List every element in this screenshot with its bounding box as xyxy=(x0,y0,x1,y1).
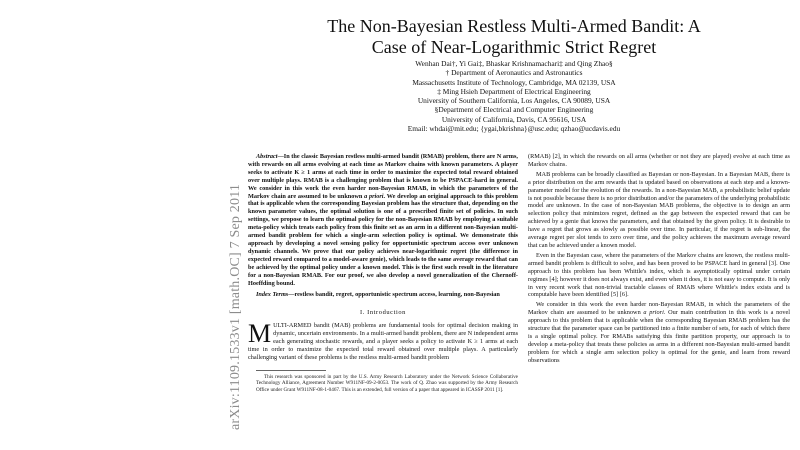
affiliation-ucd-dept: §Department of Electrical and Computer Engineering xyxy=(434,105,594,115)
paper-page xyxy=(228,0,800,450)
abstract xyxy=(248,153,518,287)
index-terms xyxy=(248,291,518,299)
title-line-1: The Non-Bayesian Restless Multi-Armed Bandit: A xyxy=(327,16,701,36)
title-line-2: Case of Near-Logarithmic Strict Regret xyxy=(371,37,657,57)
affiliation-usc: University of Southern California, Los Angeles, CA 90089, USA xyxy=(417,96,611,106)
affiliation-mit-dept: † Department of Aeronautics and Astronautics xyxy=(445,68,583,78)
footnote-divider xyxy=(256,370,326,371)
right-column xyxy=(528,153,790,367)
right-paragraph-4-a: We consider in this work the even harder non-Bayesian RMAB, in which the parameters of the Markov chain are assumed to be unknown xyxy=(528,301,790,317)
affiliation-ucd: University of California, Davis, CA 95616, USA xyxy=(441,114,587,124)
left-column xyxy=(248,153,518,394)
abstract-text-a: —In the classic Bayesian restless multi-armed bandit (RMAB) problem, there are N arms, with rewards on all arms evolving at each time as Markov chains with known parameters. A player seeks to activate K ≥ 1 arms at each time in order to maximize the expected total reward obtained over multiple plays. RMAB is a challenging problem that is known to be PSPACE-hard in general. We consider in this work the even harder non-Bayesian RMAB, in which the parameters of the Markov chain are assumed to be unknown xyxy=(248,153,518,200)
affiliation-mit: Massachusetts Institute of Technology, Cambridge, MA 02139, USA xyxy=(412,77,616,87)
introduction-text: ULTI-ARMED bandit (MAB) problems are fundamental tools for optimal decision making in dynamic, uncertain environments. In a multi-armed bandit problem, there are N independent arms each generating stochastic rewards, and a player seeks a policy to activate K ≥ 1 arms at each time in order to maximize the expected total reward obtained over multiple plays. A particularly challenging variant of these problems is the restless multi-armed bandit problem xyxy=(248,322,519,361)
affiliation-usc-dept: ‡ Ming Hsieh Department of Electrical Engineering xyxy=(437,86,591,96)
right-paragraph-4 xyxy=(528,301,790,364)
index-terms-lead: Index Terms xyxy=(256,291,289,299)
index-terms-text: —restless bandit, regret, opportunistic spectrum access, learning, non-Bayesian xyxy=(288,291,500,299)
paper-title xyxy=(228,16,800,58)
author-block xyxy=(228,59,800,133)
author-emails: Email: whdai@mit.edu; {ygai,bkrishna}@usc.edu; qzhao@ucdavis.edu xyxy=(407,124,621,134)
right-paragraph-2: MAB problems can be broadly classified as Bayesian or non-Bayesian. In a Bayesian MAB, there is a prior distribution on the arm rewards that is updated based on observations at each step and a known-parameter model for the evolution of the rewards. In a non-Bayesian MAB, a probabilistic belief update is not possible because there is no prior distribution and/or the parameters of the underlying probabilistic model are unknown. In the case of non-Bayesian MAB problems, the objective is to design an arm selection policy that minimizes regret, defined as the gap between the expected reward that can be achieved by a genie that knows the parameters, and that obtained by the given policy. It is desirable to have a regret that grows as slowly as possible over time. In particular, if the regret is sub-linear, the average regret per slot tends to zero over time, and the policy achieves the maximum average reward that can be achieved under a known model. xyxy=(528,170,790,249)
arxiv-stamp: arXiv:1109.1533v1 [math.OC] 7 Sep 2011 xyxy=(228,183,243,430)
drop-cap: M xyxy=(248,319,272,349)
right-paragraph-1: (RMAB) [2], in which the rewards on all arms (whether or not they are played) evolve at each time as Markov chains. xyxy=(528,153,790,168)
abstract-lead: Abstract xyxy=(256,153,278,160)
right-paragraph-4-emphasis: a priori xyxy=(643,309,664,317)
left-margin xyxy=(0,0,228,450)
author-names: Wenhan Dai†, Yi Gai‡, Bhaskar Krishnamachari‡ and Qing Zhao§ xyxy=(415,59,613,68)
funding-footnote: This research was sponsored in part by the U.S. Army Research Laboratory under the Network Science Collaborative Technology Alliance, Agreement Number W911NF-09-2-0053. The work of Q. Zhao was supported by the Army Research Office under Grant W911NF-08-1-0467. This is an extended, full version of a paper that appeared in ICASSP 2011 [1]. xyxy=(256,373,518,393)
abstract-text-b: . We develop an original approach to this problem that is applicable when the corresponding Bayesian problem has the structure that, depending on the known parameter values, the optimal solution is one of a prescribed finite set of policies. In such settings, we propose to learn the optimal policy for the non-Bayesian RMAB by employing a suitable meta-policy which treats each policy from this finite set as an arm in a different non-Bayesian multi-armed bandit problem for which a single-arm selection policy is optimal. We demonstrate this approach by developing a novel sensing policy for opportunistic spectrum access over unknown dynamic channels. We prove that our policy achieves near-logarithmic regret (the difference in expected reward compared to a model-aware genie), which leads to the same average reward that can be achieved by the optimal policy under a known model. This is the first such result in the literature for a non-Bayesian RMAB. For our proof, we also develop a novel generalization of the Chernoff-Hoeffding bound. xyxy=(248,192,518,287)
right-paragraph-4-b: . Our main contribution in this work is a novel approach to this problem that is applicable when the corresponding Bayesian RMAB problem has the structure that the parameter space can be partitioned into a finite number of sets, for each of which there is a single optimal policy. For RMABs satisfying this finite partition property, our approach is to develop a meta-policy that treats these policies as arms in a different non-Bayesian multi-armed bandit problem for which a single arm selection policy is optimal for the genie, and learn from reward observations xyxy=(528,309,790,364)
right-paragraph-3: Even in the Bayesian case, where the parameters of the Markov chains are known, the restless multi-armed bandit problem is difficult to solve, and has been proved to be PSPACE hard in general [3]. One approach to this problem has been Whittle's index, which is asymptotically optimal under certain regimes [4]; however it does not always exist, and even when it does, it is not easy to compute. It is only in very recent work that non-trivial tractable classes of RMAB where Whittle's index exists and is computable have been identified [5] [6]. xyxy=(528,251,790,299)
abstract-emphasis: a priori xyxy=(364,192,384,200)
section-heading-introduction: I. Introduction xyxy=(360,309,406,317)
introduction-paragraph xyxy=(248,319,519,362)
